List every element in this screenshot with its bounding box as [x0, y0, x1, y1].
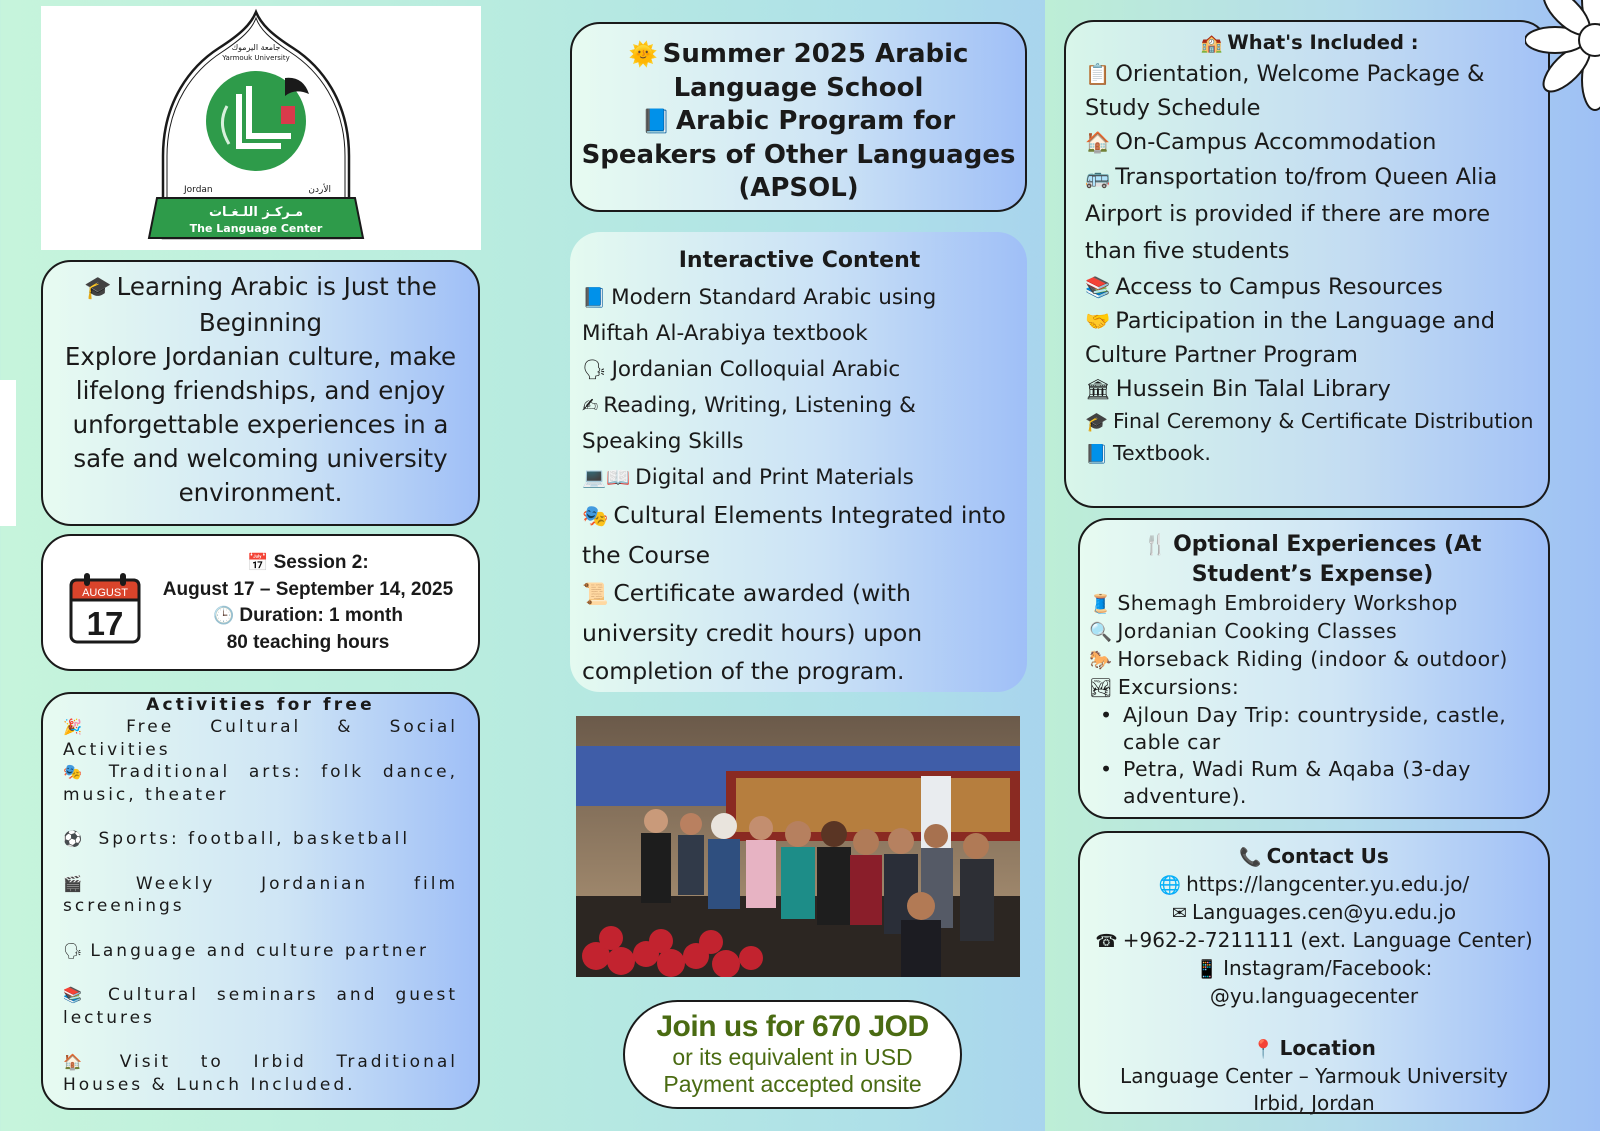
left-edge-strip — [0, 380, 16, 526]
session-hours: 80 teaching hours — [226, 631, 390, 653]
activities-title: Activities for free — [146, 695, 375, 715]
content-item-continued: the Course — [582, 540, 711, 569]
activity-item: 📚 Cultural seminars and guest lectures — [63, 985, 458, 1028]
calendar-month: AUGUST — [82, 587, 128, 599]
session-duration: Duration: 1 month — [239, 605, 403, 626]
clipboard-icon: 📋 — [1085, 62, 1111, 86]
laptop-book-icon: 💻📖 — [582, 466, 631, 489]
clapper-board-icon: 🎬 — [63, 874, 86, 893]
intro-heading — [55, 270, 466, 340]
social-label: Instagram/Facebook: — [1223, 956, 1433, 980]
optional-item: 🧵 Shemagh Embroidery Workshop — [1089, 590, 1536, 618]
speaking-head-icon: 🗣 — [63, 941, 86, 960]
contact-title: Contact Us — [1266, 844, 1389, 868]
students-group-photo — [576, 716, 1020, 977]
activity-item: 🏠 Visit to Irbid Traditional Houses & Lunch Included. — [63, 1052, 459, 1095]
party-popper-icon: 🎉 — [63, 718, 86, 736]
content-item: 🎭 Cultural Elements Integrated into — [582, 496, 1017, 536]
handshake-icon: 🤝 — [1085, 309, 1111, 333]
calendar-day: 17 — [86, 605, 124, 642]
intro-body: Explore Jordanian culture, make lifelong friendships, and enjoy unforgettable experiences in a safe and welcoming university environment. — [64, 342, 457, 507]
location-pin-icon: 📍 — [1252, 1039, 1275, 1060]
session-dates: August 17 – September 14, 2025 — [162, 578, 454, 600]
included-title: What's Included : — [1227, 31, 1419, 54]
price-box — [623, 1000, 962, 1109]
optional-item: 🏞 Excursions: — [1089, 674, 1536, 702]
speaking-head-icon: 🗣 — [582, 358, 607, 381]
activity-item: 🎬 Weekly Jordanian film screenings — [63, 873, 458, 916]
blue-book-icon: 📘 — [582, 286, 607, 309]
phone-number[interactable]: +962-2-7211111 (ext. Language Center) — [1122, 928, 1533, 952]
included-item: 📚 Access to Campus Resources — [1085, 270, 1534, 304]
intro-heading-text: Learning Arabic is Just the Beginning — [116, 272, 437, 337]
excursion-item: • Petra, Wadi Rum & Aqaba (3-day adventure). — [1089, 756, 1536, 810]
interactive-title: Interactive Content — [678, 248, 921, 273]
calendar-icon — [69, 572, 141, 644]
intro-box — [41, 260, 480, 526]
optional-title: Optional Experiences (At Student’s Expense) — [1173, 532, 1482, 587]
house-icon: 🏠 — [1085, 130, 1111, 154]
blue-book-icon: 📘 — [641, 107, 671, 135]
content-item: ✍ Reading, Writing, Listening & — [582, 388, 1017, 424]
sun-icon: 🌞 — [628, 40, 658, 68]
included-item: 🚌 Transportation to/from Queen Alia Airport is provided if there are more than five students — [1085, 159, 1534, 270]
content-item-continued: university credit hours) upon — [582, 618, 923, 647]
logo-center-ar: مـركـز اللـغـات — [208, 205, 304, 220]
content-item: 🗣 Jordanian Colloquial Arabic — [582, 352, 1017, 388]
clock-icon: 🕒 — [213, 606, 235, 625]
content-item-continued: Miftah Al-Arabiya textbook — [582, 321, 868, 346]
logo-country-en: Jordan — [184, 185, 213, 195]
interactive-content-box — [570, 232, 1027, 692]
price-headline: Join us for 670 JOD — [656, 1010, 929, 1043]
optional-item: 🐎 Horseback Riding (indoor & outdoor) — [1089, 646, 1536, 674]
optional-item: 🔍 Jordanian Cooking Classes — [1089, 618, 1536, 646]
globe-icon: 🌐 — [1158, 875, 1182, 896]
session-box — [41, 534, 480, 671]
website-link[interactable]: https://langcenter.yu.edu.jo/ — [1186, 872, 1470, 896]
date-icon: 📅 — [247, 553, 269, 572]
activity-item: 🎭 Traditional arts: folk dance, music, theater — [63, 762, 459, 805]
library-icon: 🏛 — [1085, 377, 1111, 401]
landscape-icon: 🏞 — [1089, 678, 1113, 699]
included-item: 📘 Textbook. — [1085, 438, 1534, 470]
email-link[interactable]: Languages.cen@yu.edu.jo — [1191, 900, 1457, 924]
excursion-item: • Ajloun Day Trip: countryside, castle, cable car — [1089, 702, 1536, 756]
content-item-continued: Speaking Skills — [582, 429, 744, 454]
house-icon: 🏠 — [63, 1053, 86, 1071]
logo-university-en: Yarmouk University — [222, 54, 290, 62]
included-item: 🎓 Final Ceremony & Certificate Distribution — [1085, 406, 1534, 438]
fork-knife-icon: 🍴 — [1143, 533, 1169, 556]
language-center-logo — [41, 6, 481, 250]
content-item: 📜 Certificate awarded (with — [582, 574, 1017, 614]
program-subtitle: Arabic Program for Speakers of Other Languages (APSOL) — [581, 106, 1016, 203]
telephone-icon: ☎ — [1095, 931, 1118, 952]
content-item-continued: completion of the program. — [582, 657, 905, 685]
scroll-icon: 📜 — [582, 581, 609, 606]
location-title: Location — [1279, 1036, 1376, 1060]
session-details — [143, 550, 473, 656]
books-icon: 📚 — [63, 986, 86, 1004]
blue-book-icon: 📘 — [1085, 444, 1108, 465]
building-icon: 🏫 — [1200, 34, 1223, 54]
location-line-1: Language Center – Yarmouk University — [1120, 1064, 1508, 1088]
logo-country-ar: الأردن — [308, 185, 331, 195]
activity-item: 🎉 Free Cultural & Social Activities — [63, 717, 458, 760]
books-icon: 📚 — [1085, 275, 1111, 299]
whats-included-box — [1064, 20, 1550, 508]
program-title-box — [570, 22, 1027, 212]
envelope-icon: ✉ — [1171, 903, 1187, 924]
writing-hand-icon: ✍ — [582, 394, 599, 417]
bus-icon: 🚌 — [1085, 165, 1111, 189]
magnifier-icon: 🔍 — [1089, 622, 1113, 643]
price-equivalent: or its equivalent in USD — [672, 1044, 913, 1070]
location-line-2: Irbid, Jordan — [1253, 1091, 1375, 1115]
phone-icon: 📞 — [1239, 847, 1262, 868]
content-item — [582, 280, 1017, 316]
soccer-ball-icon: ⚽ — [63, 830, 86, 848]
included-item: 🏛 Hussein Bin Talal Library — [1085, 372, 1534, 406]
content-item-text-0: Modern Standard Arabic using — [611, 285, 937, 310]
logo-center-en: The Language Center — [189, 222, 323, 235]
included-item: 🤝 Participation in the Language and Culture Partner Program — [1085, 304, 1534, 372]
activity-item: ⚽ Sports: football, basketball — [63, 829, 411, 849]
social-handle[interactable]: @yu.languagecenter — [1209, 984, 1419, 1008]
price-payment-note: Payment accepted onsite — [663, 1071, 922, 1097]
daisy-flower-decoration — [1525, 0, 1600, 130]
activities-box — [41, 692, 480, 1110]
thread-spool-icon: 🧵 — [1089, 594, 1113, 615]
logo-emblem — [41, 6, 481, 250]
horse-icon: 🐎 — [1089, 650, 1113, 671]
optional-experiences-box — [1078, 518, 1550, 819]
activity-item: 🗣 Language and culture partner — [63, 940, 429, 961]
included-item: 📋 Orientation, Welcome Package & Study Schedule — [1085, 57, 1534, 125]
session-title: Session 2: — [273, 552, 369, 573]
mobile-phone-icon: 📱 — [1195, 959, 1219, 980]
logo-university-ar: جامعة اليرموك — [231, 43, 281, 52]
theater-masks-icon: 🎭 — [582, 503, 609, 528]
contact-box — [1078, 831, 1550, 1114]
theater-masks-icon: 🎭 — [63, 763, 86, 781]
program-title: Summer 2025 Arabic Language School — [662, 39, 969, 103]
included-item: 🏠 On-Campus Accommodation — [1085, 125, 1534, 159]
graduation-cap-icon: 🎓 — [84, 276, 112, 301]
content-item: 💻📖 Digital and Print Materials — [582, 460, 1017, 496]
graduation-cap-icon: 🎓 — [1085, 412, 1108, 433]
excursion-list — [1089, 702, 1536, 810]
